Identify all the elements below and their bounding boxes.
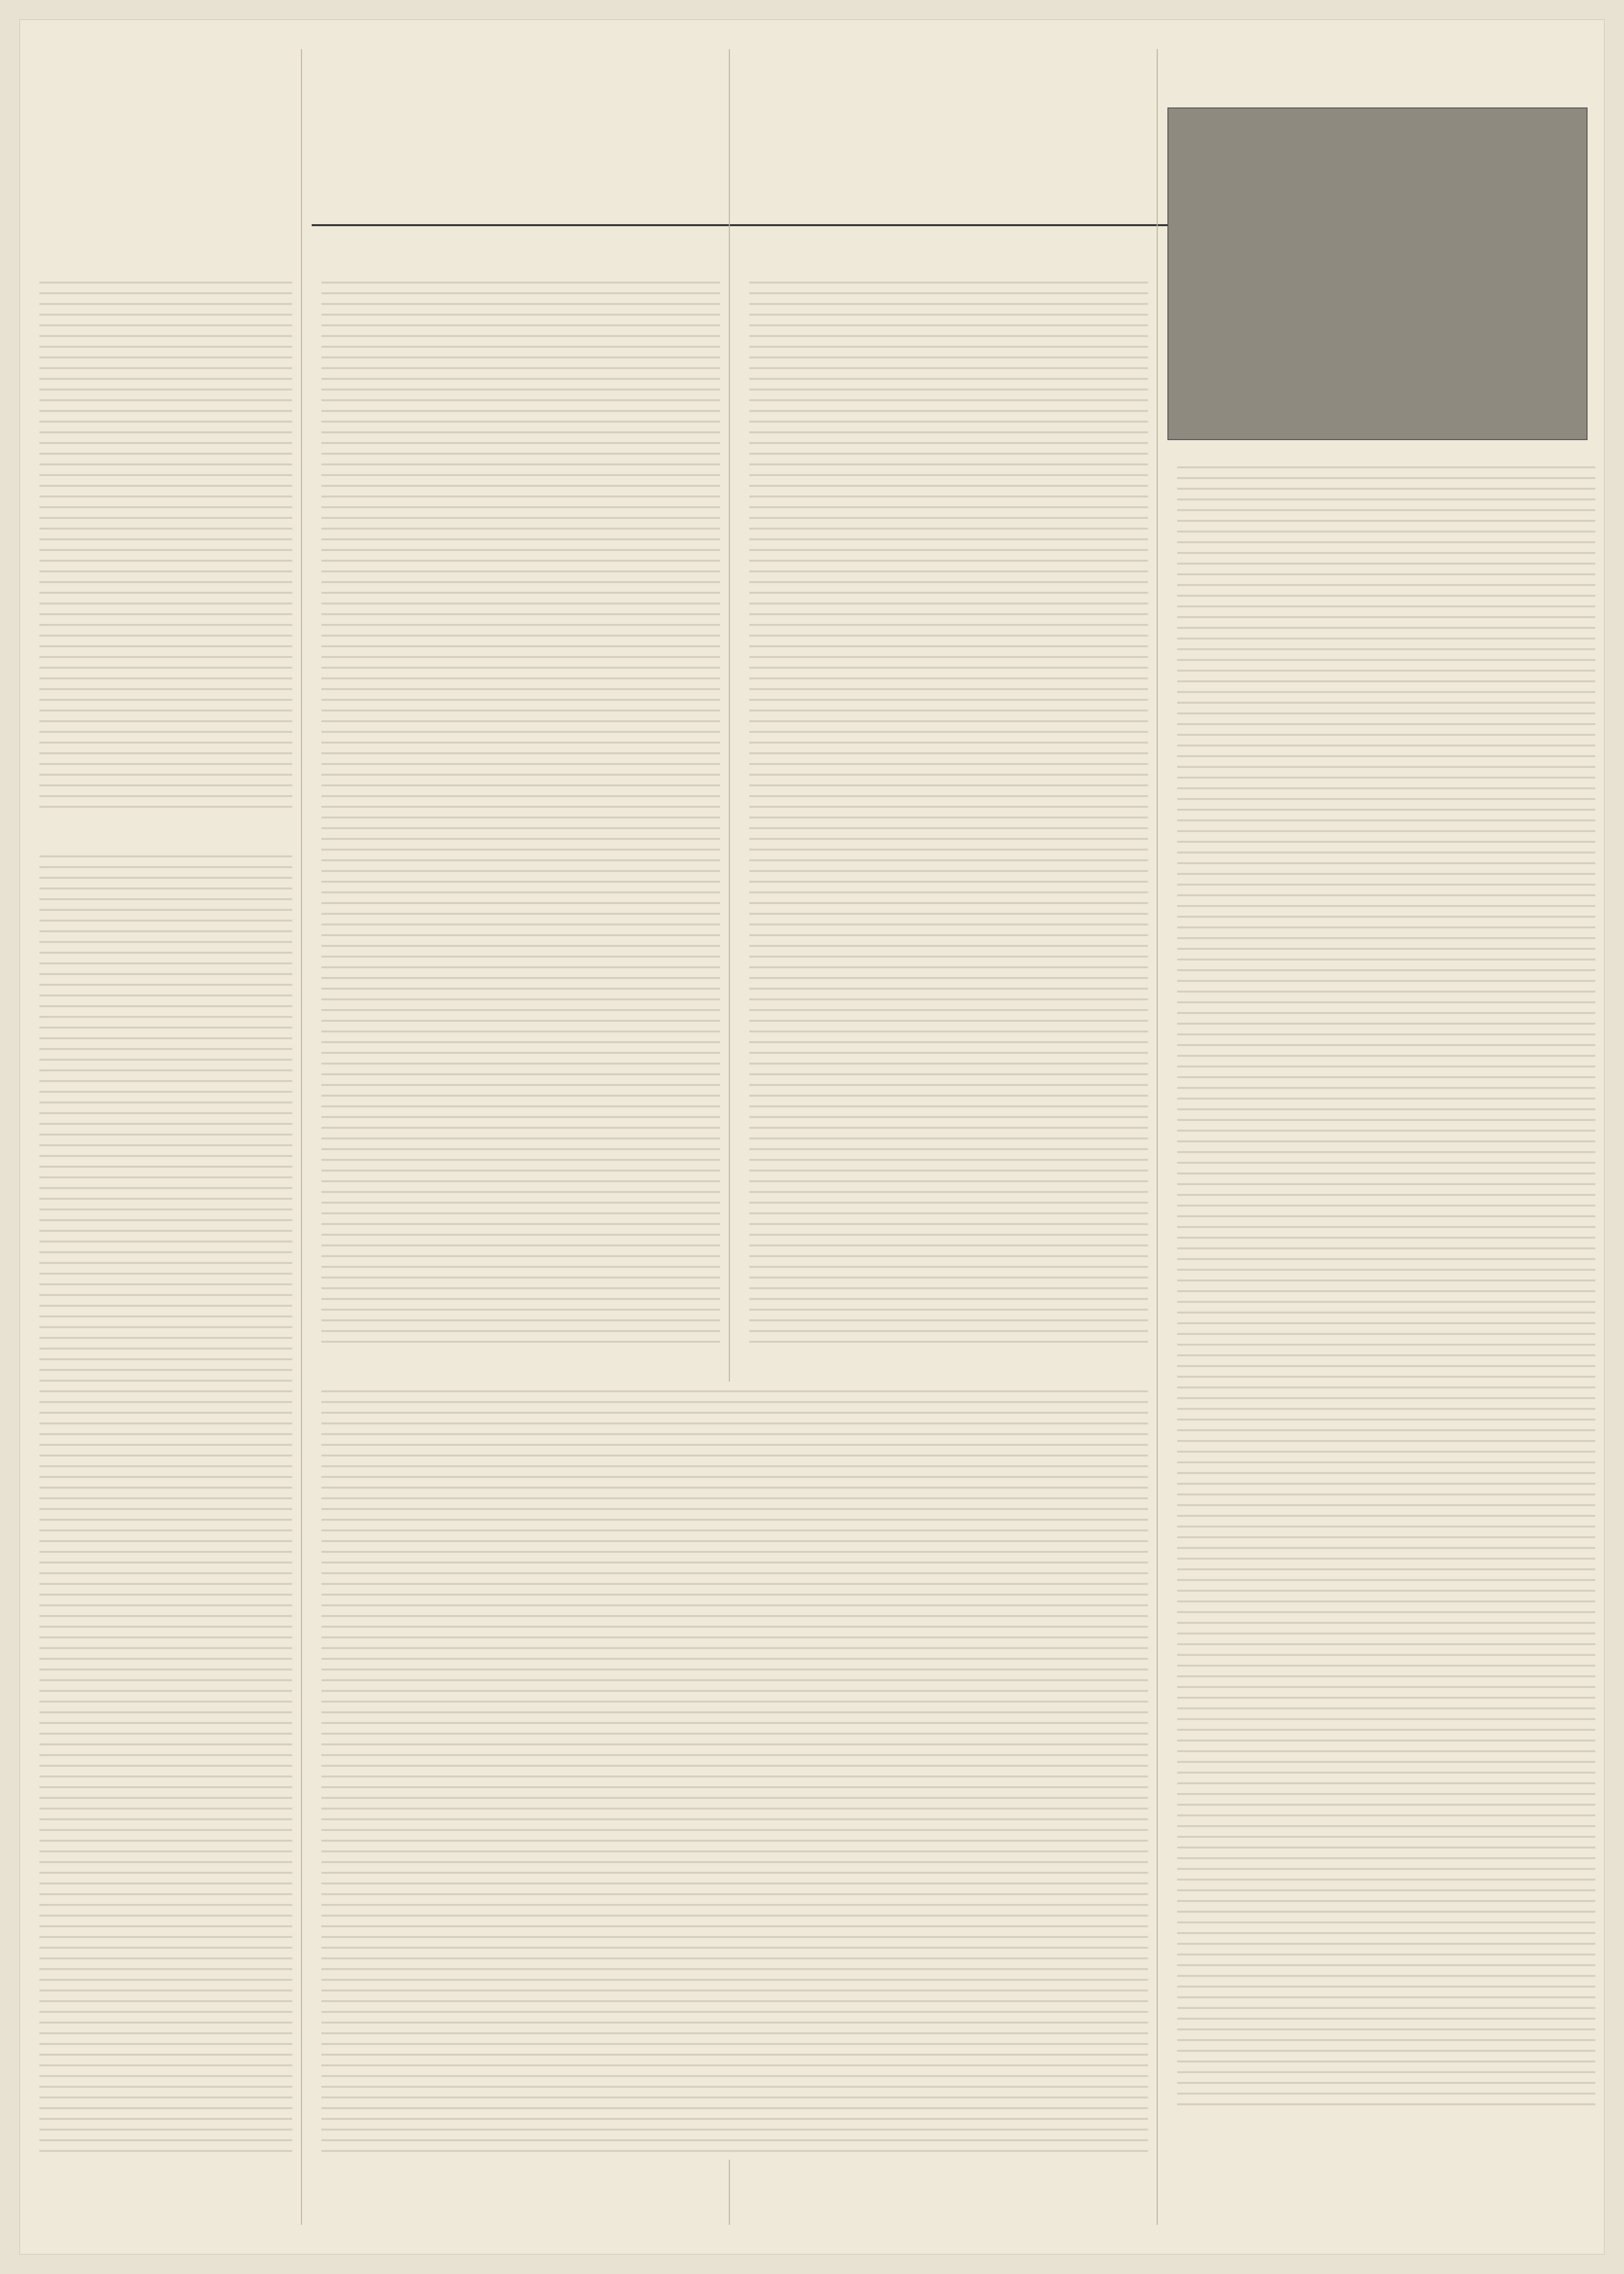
text-block [1177, 458, 1595, 2111]
newspaper-page [19, 19, 1605, 2255]
text-block [749, 273, 1148, 1343]
text-block [39, 847, 292, 2160]
text-block [39, 273, 292, 808]
text-block [321, 1382, 1148, 2160]
photograph [1167, 107, 1588, 440]
text-block [321, 273, 720, 1343]
